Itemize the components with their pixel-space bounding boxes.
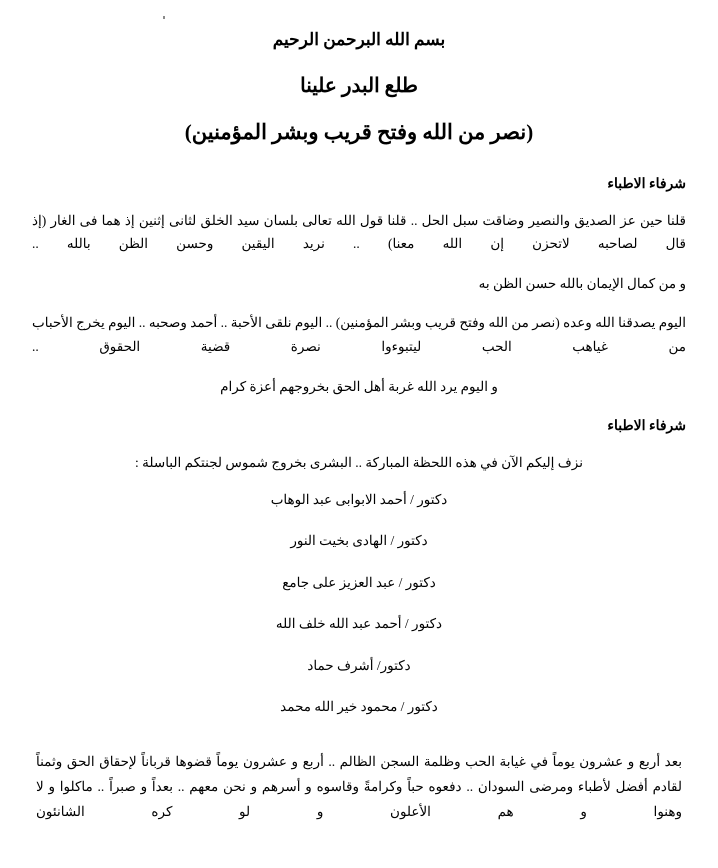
section-heading-doctors-1: شرفاء الاطباء — [607, 176, 686, 192]
list-item: دكتور / أحمد الابوابى عبد الوهاب — [270, 491, 448, 507]
list-item: دكتور / الهادى بخيت النور — [290, 533, 428, 549]
list-item: دكتور / أحمد عبد الله خلف الله — [275, 616, 443, 632]
paragraph-5-announcement: نزف إليكم الآن في هذه اللحظة المباركة .. البشرى بخروج شموس لجنتكم الباسلة : — [135, 455, 583, 471]
section-heading-doctors-2: شرفاء الاطباء — [607, 419, 686, 435]
list-item: دكتور / عبد العزيز على جامع — [282, 574, 436, 590]
list-item: دكتور / محمود خير الله محمد — [280, 699, 438, 715]
heading-line-3: (نصر من الله وفتح قريب وبشر المؤمنين) — [184, 120, 534, 145]
paragraph-4: و اليوم يرد الله غربة أهل الحق بخروجهم أعزة كرام — [220, 378, 498, 394]
doctors-list — [32, 493, 686, 714]
paragraph-2: و من كمال الإيمان بالله حسن الظن به — [478, 275, 686, 291]
paragraph-3: اليوم يصدقنا الله وعده (نصر من الله وفتح قريب وبشر المؤمنين) .. اليوم نلقى الأحبة .. أحمد وصحبه .. اليوم يخرج الأحباب من غياهب الحب ليتبوءوا نصرة قضية الحقوق .. — [32, 315, 686, 355]
closing-paragraph: بعد أربع و عشرون يوماً في غيابة الحب وظلمة السجن الظالم .. أربع و عشرون يوماً قضوها قرباناً لإحقاق الحق وثمناً لقادم أفضل لأطباء ومرضى السودان .. دفعوه حباً وكرامةً وقاسوه و أسرهم و نحن معهم .. بعداً و صبراً .. ماكلوا و لا وهنوا و هم الأعلون و لو كره الشانئون — [36, 753, 682, 819]
page-speck — [163, 16, 165, 19]
heading-basmala: بسم الله البرحمن الرحيم — [272, 30, 446, 49]
list-item: دكتور/ أشرف حماد — [307, 657, 411, 673]
paragraph-1: قلنا حين عز الصديق والنصير وضاقت سبل الحل .. قلنا قول الله تعالى بلسان سيد الخلق لثانى إثنين إذ هما فى الغار (إذ قال لصاحبه لاتحزن إن الله معنا) .. نريد اليقين وحسن الظن بالله .. — [32, 212, 686, 252]
heading-line-2: طلع البدر علينا — [300, 75, 418, 98]
